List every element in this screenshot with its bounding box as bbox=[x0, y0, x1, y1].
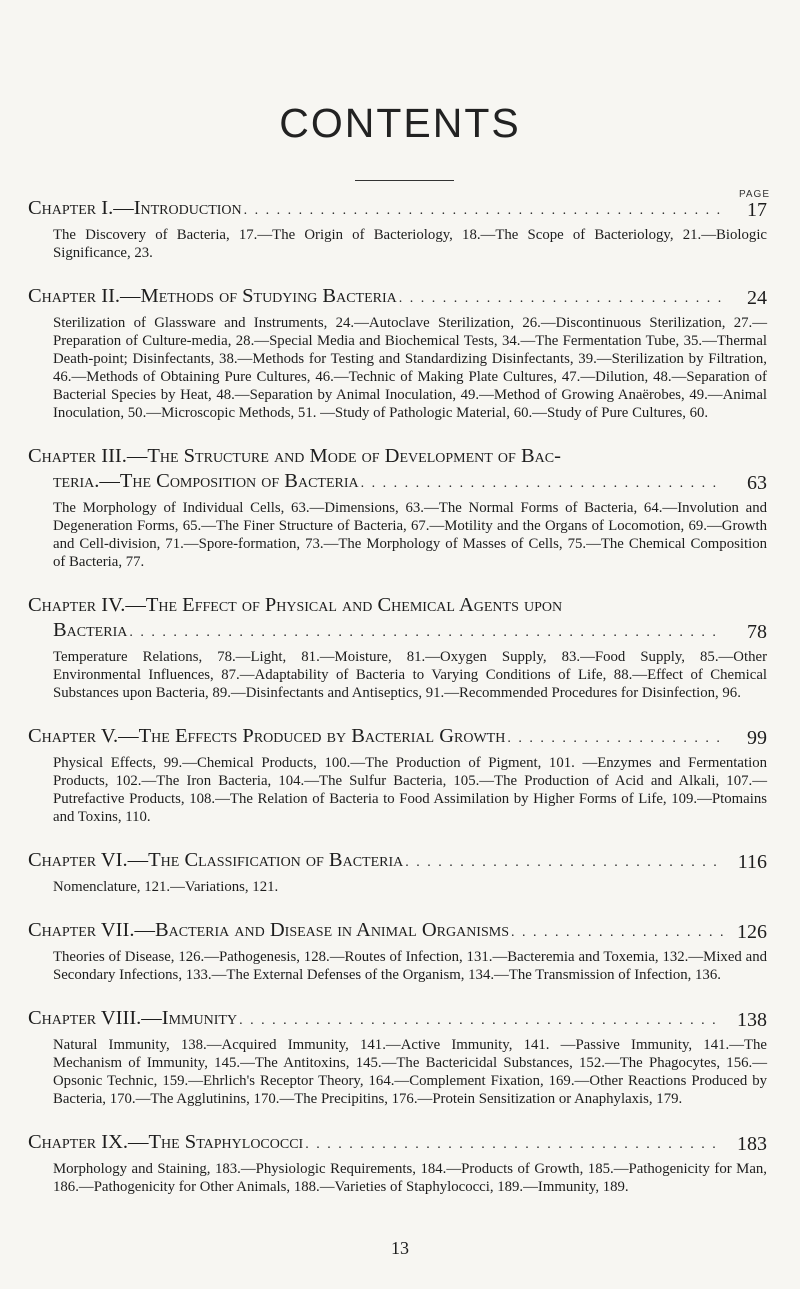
chapter-heading[interactable] bbox=[28, 593, 767, 645]
chapter-title: Chapter IX.—The Staphylococci bbox=[28, 1131, 304, 1153]
chapter-entry-6 bbox=[28, 848, 767, 896]
chapter-entry-8 bbox=[28, 1006, 767, 1108]
chapter-page-number: 116 bbox=[737, 851, 767, 873]
chapter-summary: Natural Immunity, 138.—Acquired Immunity, 141.—Active Immunity, 141. —Passive Immunity, 141.—The Mechanism of Immunity, 145.—The Antitoxins, 145.—The Bactericidal Substances, 152.—The Phagocytes, 156.—Opsonic Technic, 159.—Ehrlich's Receptor Theory, 164.—Complement Fixation, 169.—Other Reactions Produced by Bacteria, 170.—The Agglutinins, 170.—The Precipitins, 176.—Protein Sensitization or Anaphylaxis, 179. bbox=[53, 1037, 767, 1107]
page-title: CONTENTS bbox=[279, 100, 521, 146]
chapter-heading[interactable] bbox=[28, 918, 767, 945]
title-divider bbox=[355, 180, 454, 181]
chapter-summary: Physical Effects, 99.—Chemical Products, 100.—The Production of Pigment, 101. —Enzymes and Fermentation Products, 102.—The Iron Bacteria, 104.—The Sulfur Bacteria, 105.—The Production of Acid and Alkali, 107.—Putrefactive Products, 108.—The Relation of Bacteria to Food Assimilation by Higher Forms of Life, 109.—Ptomains and Toxins, 110. bbox=[53, 755, 767, 825]
chapter-entry-3 bbox=[28, 444, 767, 571]
chapter-heading[interactable] bbox=[28, 196, 767, 223]
chapter-entry-5 bbox=[28, 724, 767, 826]
page-number: 13 bbox=[391, 1238, 409, 1258]
chapter-title: Chapter VII.—Bacteria and Disease in Animal Organisms bbox=[28, 919, 509, 941]
dot-leader bbox=[361, 471, 723, 496]
chapter-title: Chapter I.—Introduction bbox=[28, 197, 242, 219]
chapter-title-line-1: Chapter III.—The Structure and Mode of Development of Bac- bbox=[28, 445, 561, 467]
chapter-title: Chapter VI.—The Classification of Bacteria bbox=[28, 849, 404, 871]
chapter-entry-1 bbox=[28, 196, 767, 262]
chapter-heading[interactable] bbox=[28, 724, 767, 751]
chapter-page-number: 183 bbox=[737, 1133, 767, 1155]
chapter-title: Chapter VIII.—Immunity bbox=[28, 1007, 238, 1029]
chapter-page-number: 126 bbox=[737, 921, 767, 943]
page-column-label: PAGE bbox=[738, 189, 770, 200]
chapter-page-number: 78 bbox=[747, 621, 767, 643]
chapter-page-number: 99 bbox=[747, 727, 767, 749]
dot-leader bbox=[507, 726, 723, 751]
chapter-heading[interactable] bbox=[28, 1006, 767, 1033]
dot-leader bbox=[239, 1008, 723, 1033]
chapter-page-number: 17 bbox=[747, 199, 767, 221]
chapter-entry-9 bbox=[28, 1130, 767, 1196]
chapter-title: Chapter V.—The Effects Produced by Bacterial Growth bbox=[28, 725, 506, 747]
chapter-page-number: 24 bbox=[747, 287, 767, 309]
chapter-title-line-1: Chapter IV.—The Effect of Physical and Chemical Agents upon bbox=[28, 594, 563, 616]
chapter-title-line-2: teria.—The Composition of Bacteria bbox=[53, 470, 359, 492]
dot-leader bbox=[399, 286, 723, 311]
dot-leader bbox=[129, 620, 723, 645]
chapter-heading[interactable] bbox=[28, 848, 767, 875]
chapter-page-number: 138 bbox=[737, 1009, 767, 1031]
dot-leader bbox=[511, 920, 723, 945]
chapter-page-number: 63 bbox=[747, 472, 767, 494]
chapter-summary: The Morphology of Individual Cells, 63.—Dimensions, 63.—The Normal Forms of Bacteria, 64.—Involution and Degeneration Forms, 65.—The Finer Structure of Bacteria, 67.—Motility and the Organs of Locomotion, 69.—Growth and Cell-division, 71.—Spore-formation, 73.—The Morphology of Masses of Cells, 75.—The Chemical Composition of Bacteria, 77. bbox=[53, 500, 767, 570]
chapter-summary: Theories of Disease, 126.—Pathogenesis, 128.—Routes of Infection, 131.—Bacteremia and Toxemia, 132.—Mixed and Secondary Infections, 133.—The External Defenses of the Organism, 134.—The Transmission of Infection, 136. bbox=[53, 949, 767, 983]
chapter-title: Chapter II.—Methods of Studying Bacteria bbox=[28, 285, 397, 307]
chapter-heading[interactable] bbox=[28, 284, 767, 311]
chapter-heading[interactable] bbox=[28, 444, 767, 496]
chapter-summary: Sterilization of Glassware and Instruments, 24.—Autoclave Sterilization, 26.—Discontinuous Sterilization, 27.—Preparation of Culture-media, 28.—Special Media and Biochemical Tests, 34.—The Fermentation Tube, 35.—Thermal Death-point; Disinfectants, 38.—Methods for Testing and Standardizing Disinfectants, 39.—Sterilization by Filtration, 46.—Methods of Obtaining Pure Cultures, 46.—Technic of Making Plate Cultures, 47.—Dilution, 48.—Separation of Bacterial Species by Heat, 48.—Separation by Animal Inoculation, 49.—Method of Growing Anaërobes, 49.—Animal Inoculation, 50.—Microscopic Methods, 51. —Study of Pathologic Material, 60.—Study of Pure Cultures, 60. bbox=[53, 315, 767, 421]
chapter-heading[interactable] bbox=[28, 1130, 767, 1157]
chapter-summary: The Discovery of Bacteria, 17.—The Origin of Bacteriology, 18.—The Scope of Bacteriology, 21.—Biologic Significance, 23. bbox=[53, 227, 767, 261]
chapter-entry-2 bbox=[28, 284, 767, 422]
dot-leader bbox=[244, 198, 723, 223]
chapter-summary: Nomenclature, 121.—Variations, 121. bbox=[53, 879, 279, 895]
chapter-entry-7 bbox=[28, 918, 767, 984]
chapter-entry-4 bbox=[28, 593, 767, 702]
chapter-summary: Morphology and Staining, 183.—Physiologic Requirements, 184.—Products of Growth, 185.—Pathogenicity for Man, 186.—Pathogenicity for Other Animals, 188.—Varieties of Staphylococci, 189.—Immunity, 189. bbox=[53, 1161, 767, 1195]
chapter-title-line-2: Bacteria bbox=[53, 619, 128, 641]
dot-leader bbox=[305, 1132, 723, 1157]
chapter-summary: Temperature Relations, 78.—Light, 81.—Moisture, 81.—Oxygen Supply, 83.—Food Supply, 85.—Other Environmental Influences, 87.—Adaptability of Bacteria to Varying Conditions of Life, 88.—Effect of Chemical Substances upon Bacteria, 89.—Disinfectants and Antiseptics, 91.—Recommended Procedures for Disinfection, 96. bbox=[53, 649, 767, 701]
dot-leader bbox=[405, 850, 723, 875]
